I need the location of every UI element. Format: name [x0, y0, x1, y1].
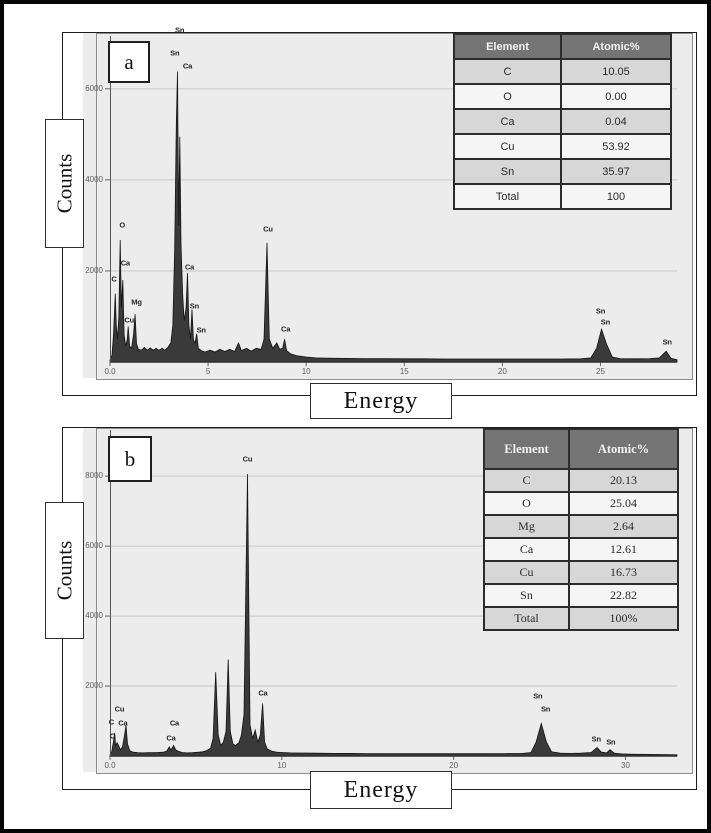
table-row — [454, 159, 671, 184]
y-tick-label: 4000 — [85, 174, 103, 184]
element-cell: Cu — [454, 134, 561, 159]
chart-b-y-axis-label-box — [45, 502, 84, 639]
element-cell: Total — [484, 607, 569, 630]
y-tick-label: 6000 — [85, 541, 103, 551]
peak-label-ca: Ca — [184, 262, 195, 272]
y-tick-label: 2000 — [85, 681, 103, 691]
atomic-percent-cell: 2.64 — [569, 515, 678, 538]
atomic-percent-cell: 16.73 — [569, 561, 678, 584]
x-tick-label: 30 — [621, 761, 630, 770]
peak-label-sn: Sn — [662, 337, 672, 347]
peak-label-cu: Cu — [124, 315, 135, 325]
y-tick-label: 8000 — [85, 471, 103, 481]
element-column-header: Element — [454, 34, 561, 59]
peak-label-sn: Sn — [595, 306, 606, 316]
peak-label-ca: Ca — [169, 718, 180, 728]
peak-label-ca: Ca — [182, 61, 193, 71]
atomic-percent-cell: 10.05 — [561, 59, 671, 84]
peak-label-c: C — [108, 717, 114, 727]
table-header-row — [484, 429, 678, 469]
atomic-percent-cell: 0.00 — [561, 84, 671, 109]
element-cell: Cu — [484, 561, 569, 584]
atomic-percent-cell: 53.92 — [561, 134, 671, 159]
element-cell: Sn — [484, 584, 569, 607]
peak-label-sn: Sn — [175, 25, 185, 35]
chart-a-composition-table — [453, 33, 672, 210]
table-row — [484, 584, 678, 607]
table-row — [484, 538, 678, 561]
peak-label-sn: Sn — [189, 301, 199, 311]
atomic-percent-cell: 25.04 — [569, 492, 678, 515]
element-cell: C — [484, 469, 569, 492]
element-cell: Total — [454, 184, 561, 209]
chart-b-y-axis-label: Counts — [52, 540, 77, 601]
chart-a-y-axis-label: Counts — [52, 153, 77, 214]
element-cell: O — [484, 492, 569, 515]
x-tick-label: 20 — [449, 761, 459, 770]
peak-label-ca: Ca — [118, 718, 128, 728]
peak-label-ca: Ca — [258, 688, 268, 698]
peak-label-ca: Ca — [280, 324, 291, 334]
y-tick-label: 2000 — [85, 265, 103, 275]
x-tick-label: 10 — [277, 761, 287, 770]
peak-label-o: O — [109, 731, 116, 741]
peak-label-sn: Sn — [591, 734, 601, 744]
peak-label-mg: Mg — [131, 297, 142, 307]
atomic-percent-cell: 12.61 — [569, 538, 678, 561]
chart-a-panel-letter-box — [108, 41, 150, 83]
chart-a-y-axis-label-box — [45, 119, 84, 248]
chart-b-x-axis-label-box — [310, 771, 452, 809]
table-header-row — [454, 34, 671, 59]
atomic-percent-cell: 100 — [561, 184, 671, 209]
chart-b-panel-letter: b — [124, 446, 136, 471]
chart-a-x-axis-label-box — [310, 383, 452, 419]
peak-label-sn: Sn — [606, 737, 616, 747]
table-row — [454, 84, 671, 109]
atomic-percent-cell: 35.97 — [561, 159, 671, 184]
table-row — [484, 515, 678, 538]
table-row — [454, 59, 671, 84]
element-cell: Mg — [484, 515, 569, 538]
table-row — [484, 561, 678, 584]
x-tick-label: 0.0 — [104, 761, 116, 770]
element-cell: O — [454, 84, 561, 109]
peak-label-ca: Ca — [120, 258, 130, 268]
x-tick-label: 15 — [399, 367, 409, 376]
table-row — [484, 607, 678, 630]
peak-label-ca: Ca — [166, 733, 176, 743]
element-cell: Ca — [454, 109, 561, 134]
chart-a-x-axis-label: Energy — [343, 387, 419, 414]
x-tick-label: 25 — [596, 367, 605, 376]
atomic-percent-column-header: Atomic% — [569, 429, 678, 469]
element-column-header: Element — [484, 429, 569, 469]
y-tick-label: 6000 — [85, 83, 103, 93]
x-tick-label: 10 — [301, 367, 311, 376]
table-row — [454, 134, 671, 159]
atomic-percent-column-header: Atomic% — [561, 34, 671, 59]
peak-label-cu: Cu — [242, 454, 253, 464]
atomic-percent-cell: 0.04 — [561, 109, 671, 134]
peak-label-sn: Sn — [196, 325, 206, 335]
x-tick-label: 0.0 — [104, 367, 116, 376]
chart-a-panel-letter: a — [124, 49, 134, 74]
chart-b-panel-letter-box — [108, 436, 152, 482]
peak-label-sn: Sn — [533, 691, 543, 701]
table-row — [484, 492, 678, 515]
atomic-percent-cell: 100% — [569, 607, 678, 630]
element-cell: Sn — [454, 159, 561, 184]
atomic-percent-cell: 20.13 — [569, 469, 678, 492]
peak-label-o: O — [119, 220, 125, 230]
x-tick-label: 20 — [497, 367, 507, 376]
peak-label-sn: Sn — [600, 317, 610, 327]
chart-b-composition-table — [483, 428, 679, 631]
element-cell: C — [454, 59, 561, 84]
table-row — [484, 469, 678, 492]
x-tick-label: 5 — [205, 367, 211, 376]
chart-b-x-axis-label: Energy — [343, 776, 419, 803]
atomic-percent-cell: 22.82 — [569, 584, 678, 607]
table-row — [454, 109, 671, 134]
peak-label-sn: Sn — [170, 48, 180, 58]
peak-label-c: C — [111, 274, 117, 284]
peak-label-cu: Cu — [263, 224, 273, 234]
element-cell: Ca — [484, 538, 569, 561]
table-row — [454, 184, 671, 209]
peak-label-sn: Sn — [540, 704, 551, 714]
y-tick-label: 4000 — [85, 611, 103, 621]
peak-label-cu: Cu — [114, 704, 125, 714]
